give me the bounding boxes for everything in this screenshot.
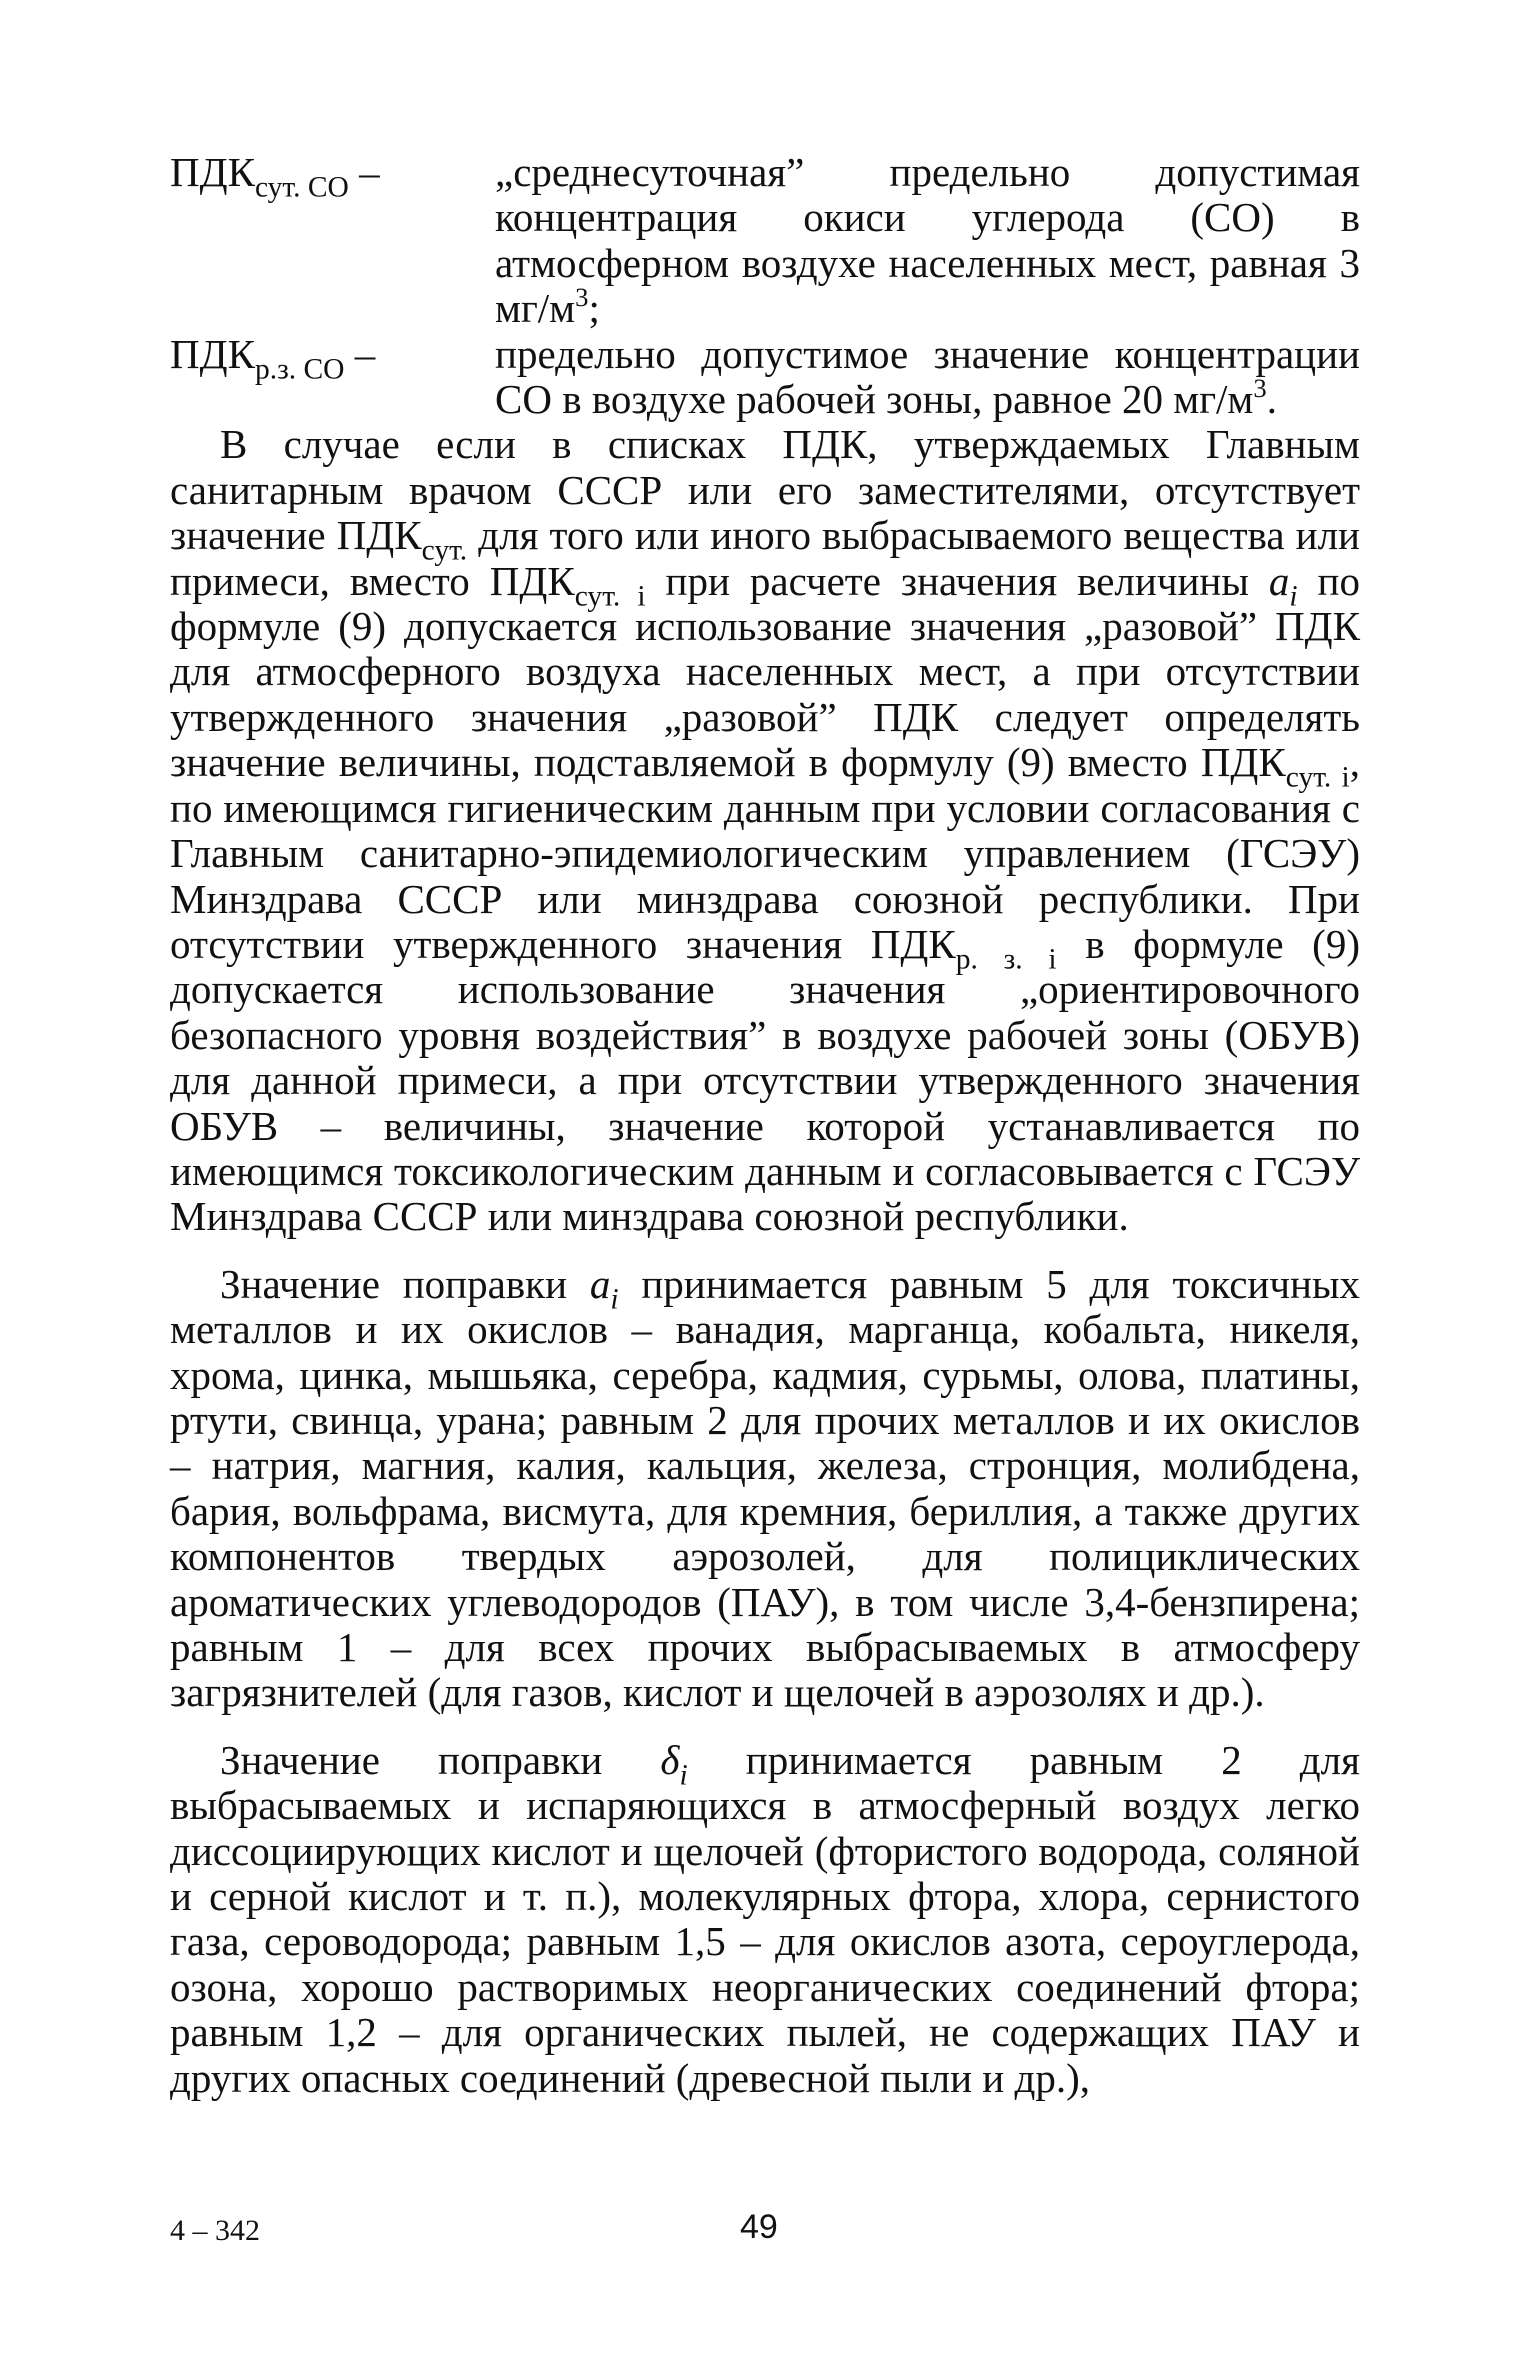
paragraph-1 — [170, 422, 1360, 1239]
term-dash: – — [359, 149, 380, 195]
definition-term — [170, 150, 495, 332]
definition-1 — [170, 150, 1360, 332]
text-run: Значение поправки — [220, 1260, 590, 1307]
variable: a — [589, 1260, 611, 1307]
definition-body — [495, 332, 1360, 423]
variable: a — [1268, 557, 1290, 604]
subscript: р. з. i — [955, 943, 1057, 976]
text-run: , по имеющимся гигиеническим данным при условии согласования с Главным санитарно-эпидемиологическим управлением (ГСЭУ) Минздрава СССР или минздрава союзной республики. При отсутствии утвержденного значения ПДК — [170, 739, 1360, 967]
paragraph-2 — [170, 1262, 1360, 1716]
term-dash: – — [354, 330, 376, 377]
unit-superscript: 3 — [575, 282, 589, 313]
definition-term — [170, 332, 495, 423]
variable-subscript: i — [679, 1759, 688, 1792]
page-number: 49 — [740, 2208, 778, 2246]
variable-subscript: i — [610, 1283, 619, 1316]
subscript: сут. — [421, 534, 468, 567]
subscript: сут. i — [1285, 761, 1350, 794]
text-run: В случае если в списках ПДК, утверждаемых Главным санитарным врачом СССР или его заместителями, отсутствует значение ПДК — [170, 421, 1360, 559]
subscript: сут. i — [574, 579, 646, 612]
unit-superscript: 3 — [1253, 373, 1267, 404]
page-text — [170, 150, 1360, 2101]
term-text: ПДК — [170, 330, 255, 377]
paragraph-3 — [170, 1738, 1360, 2101]
variable: δ — [660, 1736, 680, 1783]
definition-end: ; — [588, 285, 600, 332]
definition-body — [495, 150, 1360, 332]
page-footer — [170, 2208, 1360, 2258]
text-run: по формуле (9) допускается использование значения „разовой” ПДК для атмосферного воздуха населенных мест, а при отсутствии утвержденного значения „разовой” ПДК следует определять значение величины, подставляемой в формулу (9) вместо ПДК — [170, 557, 1360, 786]
text-run: принимается равным 5 для токсичных металлов и их окислов – ванадия, марганца, кобальта, никеля, хрома, цинка, мышьяка, серебра, кадмия, сурьмы, олова, платины, ртути, свинца, урана; равным 2 для прочих металлов и их окислов – натрия, магния, калия, кальция, железа, стронция, молибдена, бария, вольфрама, висмута, для кремния, бериллия, а также других компонентов твердых аэрозолей, для полициклических ароматических углеводородов (ПАУ), в том числе 3,4-бензпирена; равным 1 – для всех прочих выбрасываемых в атмосферу загрязнителей (для газов, кислот и щелочей в аэрозолях и др.). — [170, 1260, 1360, 1716]
definition-text: предельно допустимое значение концентрации СО в воздухе рабочей зоны, равное 20 мг/м — [495, 330, 1360, 423]
text-run: для того или иного выбрасываемого вещества или примеси, вместо ПДК — [170, 512, 1360, 604]
text-run: Значение поправки — [220, 1736, 661, 1783]
text-run: принимается равным 2 для выбрасываемых и испаряющихся в атмосферный воздух легко диссоциирующих кислот и щелочей (фтористого водорода, соляной и серной кислот и т. п.), молекулярных фтора, хлора, сернистого газа, сероводорода; равным 1,5 – для окислов азота, сероуглерода, озона, хорошо растворимых неорганических соединений фтора; равным 1,2 – для органических пылей, не содержащих ПАУ и других опасных соединений (древесной пыли и др.), — [170, 1736, 1360, 2101]
variable-subscript: i — [1289, 579, 1298, 612]
signature-mark: 4 – 342 — [170, 2214, 260, 2247]
term-text: ПДК — [170, 149, 255, 195]
term-subscript: р.з. СО — [254, 352, 345, 385]
term-subscript: сут. СО — [254, 171, 349, 204]
text-run: при расчете значения величины — [645, 557, 1269, 604]
definition-text: „среднесуточная” предельно допустимая концентрация окиси углерода (СО) в атмосферном воздухе населенных мест, равная 3 мг/м — [495, 149, 1360, 332]
definition-2 — [170, 332, 1360, 423]
definition-end: . — [1266, 376, 1277, 423]
text-run: в формуле (9) допускается использование значения „ориентировочного безопасного уровня воздействия” в воздухе рабочей зоны (ОБУВ) для данной примеси, а при отсутствии утвержденного значения ОБУВ – величины, значение которой устанавливается по имеющимся токсикологическим данным и согласовывается с ГСЭУ Минздрава СССР или минздрава союзной республики. — [170, 920, 1360, 1240]
